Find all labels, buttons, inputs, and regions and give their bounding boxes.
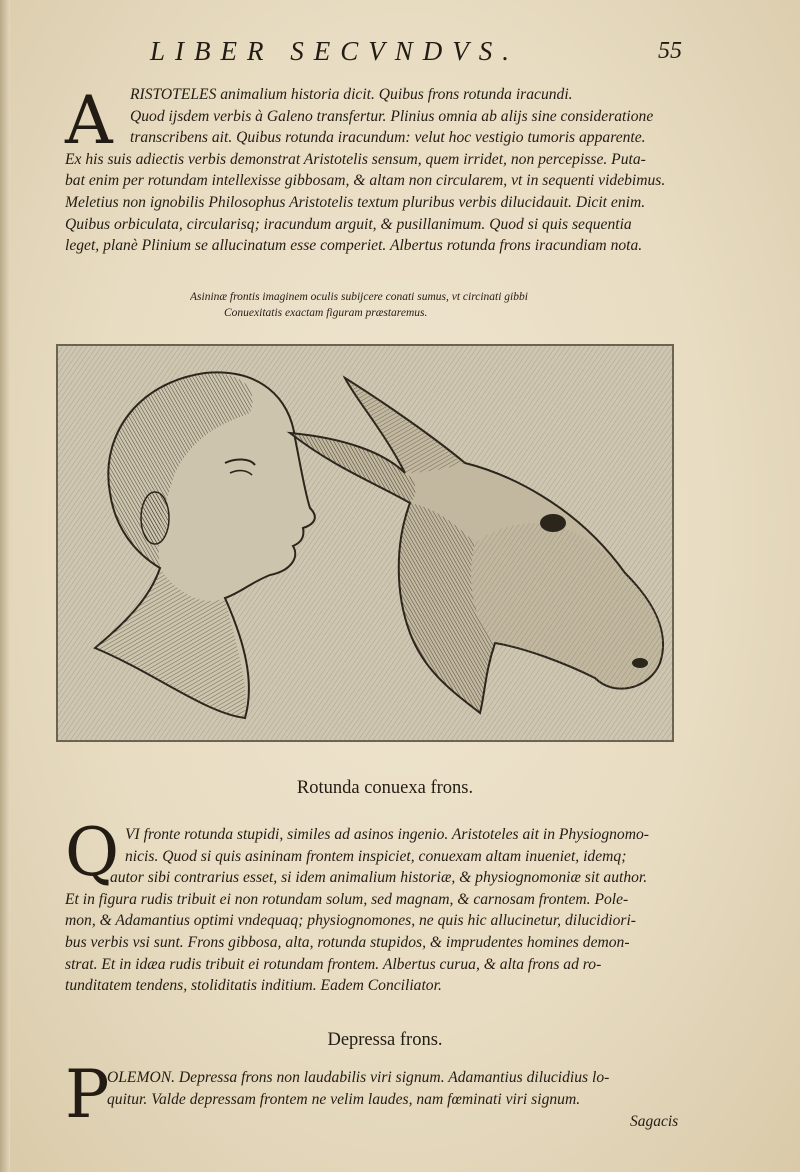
paragraph-polemon <box>65 1067 715 1110</box>
paragraph-line: tunditatem tendens, stoliditatis inditium. Eadem Conciliator. <box>65 977 442 995</box>
paragraph-line: leget, planè Plinium se allucinatum esse comperiet. Albertus rotunda frons iracundiam nota. <box>65 237 643 255</box>
paragraph-line: transcribens ait. Quibus rotunda iracundum: velut hoc vestigio tumoris apparente. <box>130 129 646 147</box>
paragraph-aristoteles <box>65 84 715 257</box>
paragraph-line: autor sibi contrarius esset, si idem animalium historiæ, & physiognomoniæ sit author. <box>110 869 648 887</box>
running-title: LIBER SECVNDVS. <box>150 36 519 66</box>
figure-caption <box>190 289 610 321</box>
paragraph-line: quitur. Valde depressam frontem ne velim laudes, nam fœminati viri signum. <box>107 1090 581 1108</box>
page-gutter <box>0 0 10 1172</box>
figure-heading: Rotunda conuexa frons. <box>296 778 474 798</box>
engraving-man-and-donkey <box>55 343 675 743</box>
paragraph-line: Et in figura rudis tribuit ei non rotundam solum, sed magnam, & carnosam frontem. Pole- <box>65 890 629 908</box>
paragraph-line: mon, & Adamantius optimi vndequaq; physiognomones, ne quis hic allucinetur, dilucidiori- <box>65 912 636 930</box>
catchword: Sagacis <box>630 1113 679 1130</box>
paragraph-line: strat. Et in idæa rudis tribuit ei rotundam frontem. Albertus curua, & alta frons ad ro- <box>65 955 602 973</box>
caption-line: Conuexitatis exactam figuram præstaremus. <box>224 307 428 319</box>
running-head <box>150 36 710 70</box>
paragraph-line: VI fronte rotunda stupidi, similes ad asinos ingenio. Aristoteles ait in Physiognomo- <box>125 826 649 843</box>
page-number: 55 <box>658 38 682 64</box>
paragraph-line: Meletius non ignobilis Philosophus Aristotelis textum pluribus verbis dilucidauit. Dicit enim. <box>65 193 646 211</box>
paragraph-qui-fronte <box>65 824 715 997</box>
paragraph-line: nicis. Quod si quis asininam frontem inspiciet, conuexam altam inueniet, idemq; <box>125 847 627 865</box>
paragraph-line: RISTOTELES animalium historia dicit. Quibus frons rotunda iracundi. <box>130 86 573 103</box>
caption-line: Asininæ frontis imaginem oculis subijcere conati sumus, vt circinati gibbi <box>190 291 528 303</box>
paragraph-line: bat enim per rotundam intellexisse gibbosam, & altam non circularem, vt in sequenti videbimus. <box>65 172 666 190</box>
paragraph-line: Quibus orbiculata, circularisq; iracundum arguit, & pusillanimum. Quod si quis sequentia <box>65 215 632 233</box>
paragraph-line: Ex his suis adiectis verbis demonstrat Aristotelis sensum, quem irridet, non percepisse. Puta- <box>65 150 646 168</box>
section-heading: Depressa frons. <box>327 1030 443 1050</box>
paragraph-line: OLEMON. Depressa frons non laudabilis viri signum. Adamantius dilucidius lo- <box>107 1069 610 1086</box>
drop-cap-q: Q <box>65 814 120 891</box>
paragraph-line: bus verbis vsi sunt. Frons gibbosa, alta, rotunda stupidos, & imprudentes homines demon- <box>65 933 630 951</box>
drop-cap-a: A <box>65 82 113 159</box>
drop-cap-p: P <box>65 1056 110 1133</box>
paragraph-line: Quod ijsdem verbis à Galeno transfertur. Plinius omnia ab alijs sine consideratione <box>130 107 654 125</box>
